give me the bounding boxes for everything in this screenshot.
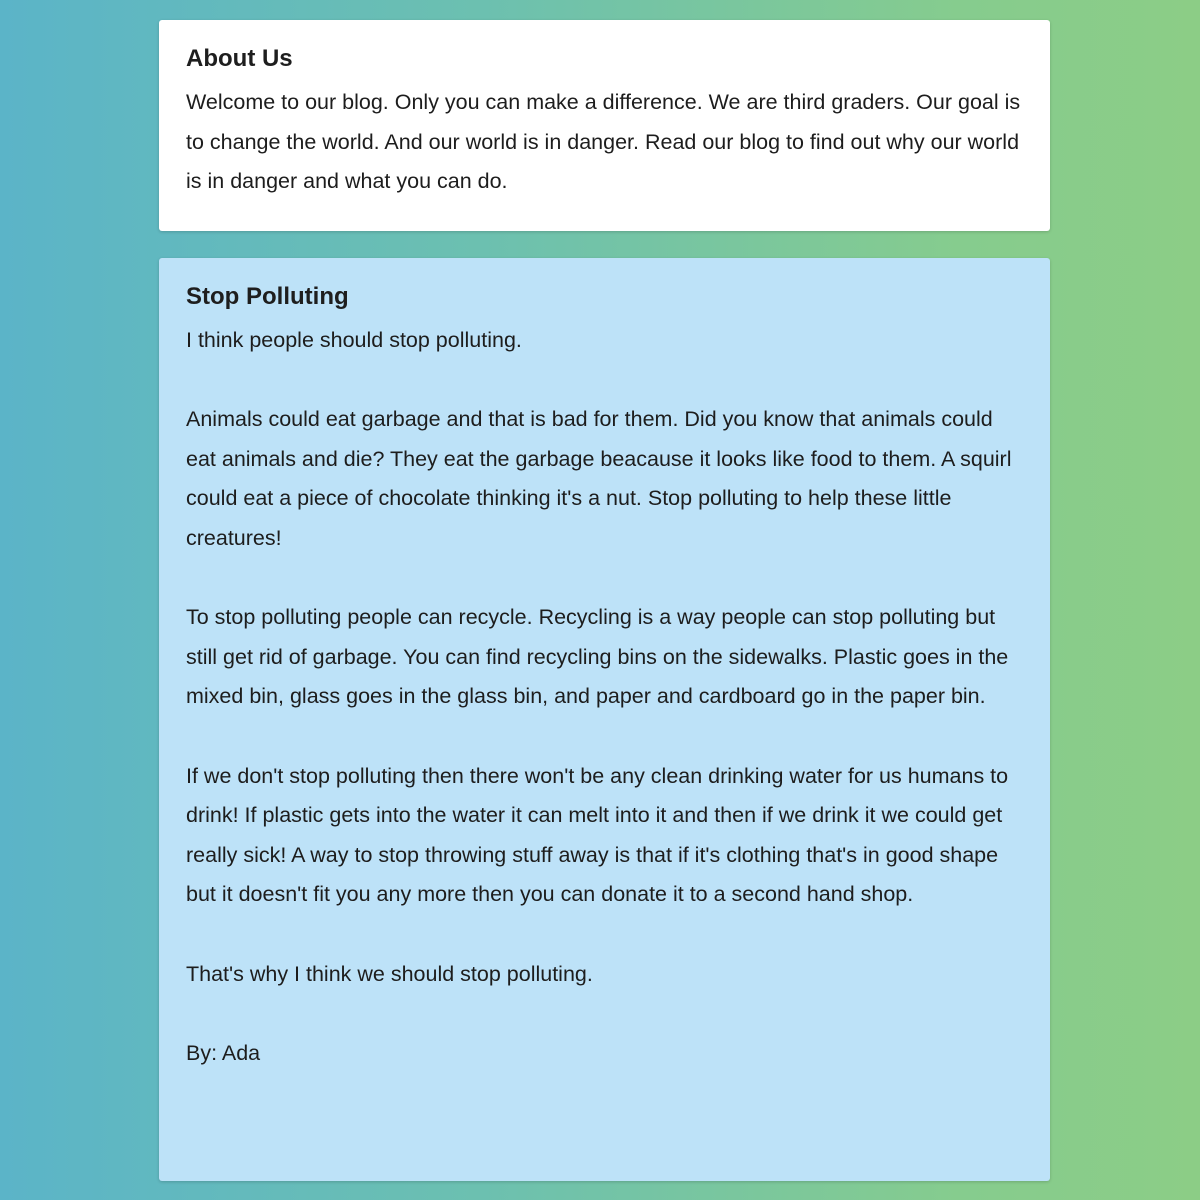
about-us-text: Welcome to our blog. Only you can make a difference. We are third graders. Our goal is to change the world. And our world is in danger. Read our blog to find out why our world is in danger and what you can do. bbox=[186, 90, 1021, 194]
post-paragraph: Animals could eat garbage and that is bad for them. Did you know that animals could eat animals and die? They eat the garbage beacause it looks like food to them. A squirl could eat a piece of chocolate thinking it's a nut. Stop polluting to help these little creatures! bbox=[186, 407, 1012, 550]
post-paragraph: That's why I think we should stop polluting. bbox=[186, 961, 593, 986]
about-us-card bbox=[159, 20, 1050, 231]
post-paragraph: If we don't stop polluting then there won't be any clean drinking water for us humans to drink! If plastic gets into the water it can melt into it and then if we drink it we could get really sick! A way to stop throwing stuff away is that if it's clothing that's in good shape but it doesn't fit you any more then you can donate it to a second hand shop. bbox=[186, 763, 1009, 907]
post-paragraph: To stop polluting people can recycle. Recycling is a way people can stop polluting but still get rid of garbage. You can find recycling bins on the sidewalks. Plastic goes in the mixed bin, glass goes in the glass bin, and paper and cardboard go in the paper bin. bbox=[186, 605, 1009, 709]
about-us-title: About Us bbox=[186, 45, 293, 72]
post-body bbox=[186, 321, 1023, 1073]
about-us-body bbox=[186, 83, 1023, 202]
post-author: By: Ada bbox=[186, 1040, 261, 1065]
post-title: Stop Polluting bbox=[186, 283, 349, 310]
blog-post-card bbox=[159, 258, 1050, 1181]
post-paragraph: I think people should stop polluting. bbox=[186, 328, 522, 352]
